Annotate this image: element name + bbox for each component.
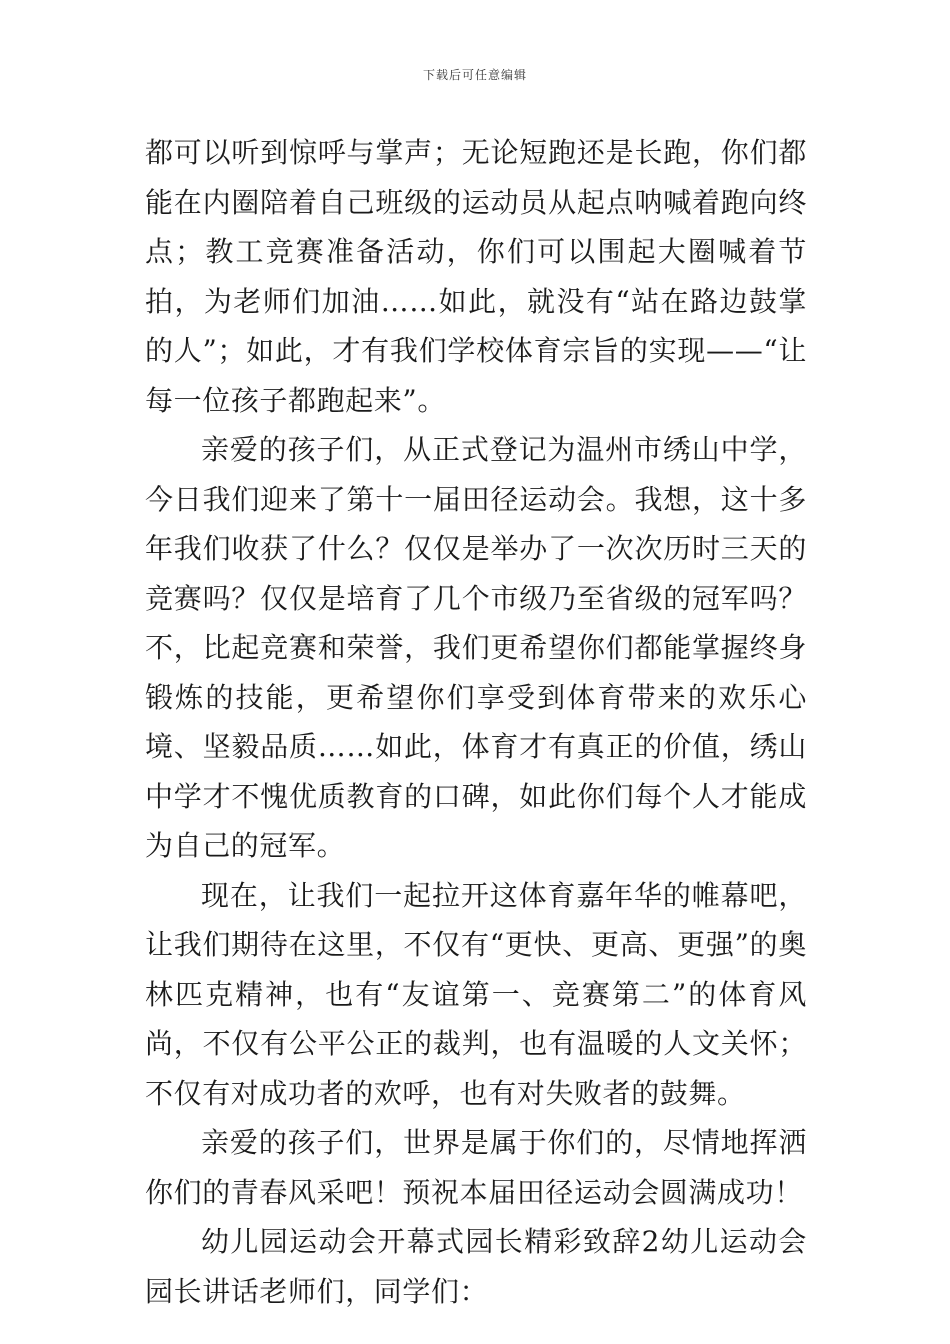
document-body <box>145 128 807 1316</box>
paragraph-5: 幼儿园运动会开幕式园长精彩致辞2幼儿运动会园长讲话老师们，同学们： <box>145 1225 807 1308</box>
paragraph-3: 现在，让我们一起拉开这体育嘉年华的帷幕吧，让我们期待在这里，不仅有“更快、更高、更强”的奥林匹克精神，也有“友谊第一、竞赛第二”的体育风尚，不仅有公平公正的裁判，也有温暖的人文关怀；不仅有对成功者的欢呼，也有对失败者的鼓舞。 <box>145 878 807 1110</box>
page-header: 下载后可任意编辑 <box>422 68 527 82</box>
paragraph-2: 亲爱的孩子们，从正式登记为温州市绣山中学，今日我们迎来了第十一届田径运动会。我想，这十多年我们收获了什么？仅仅是举办了一次次历时三天的竞赛吗？仅仅是培育了几个市级乃至省级的冠军吗？不，比起竞赛和荣誉，我们更希望你们都能掌握终身锻炼的技能，更希望你们享受到体育带来的欢乐心境、坚毅品质……如此，体育才有真正的价值，绣山中学才不愧优质教育的口碑，如此你们每个人才能成为自己的冠军。 <box>145 433 807 862</box>
paragraph-1: 都可以听到惊呼与掌声；无论短跑还是长跑，你们都能在内圈陪着自己班级的运动员从起点呐喊着跑向终点；教工竞赛准备活动，你们可以围起大圈喊着节拍，为老师们加油……如此，就没有“站在路边鼓掌的人”；如此，才有我们学校体育宗旨的实现——“让每一位孩子都跑起来”。 <box>145 136 807 417</box>
paragraph-4: 亲爱的孩子们，世界是属于你们的，尽情地挥洒你们的青春风采吧！预祝本届田径运动会圆满成功！ <box>145 1126 807 1209</box>
